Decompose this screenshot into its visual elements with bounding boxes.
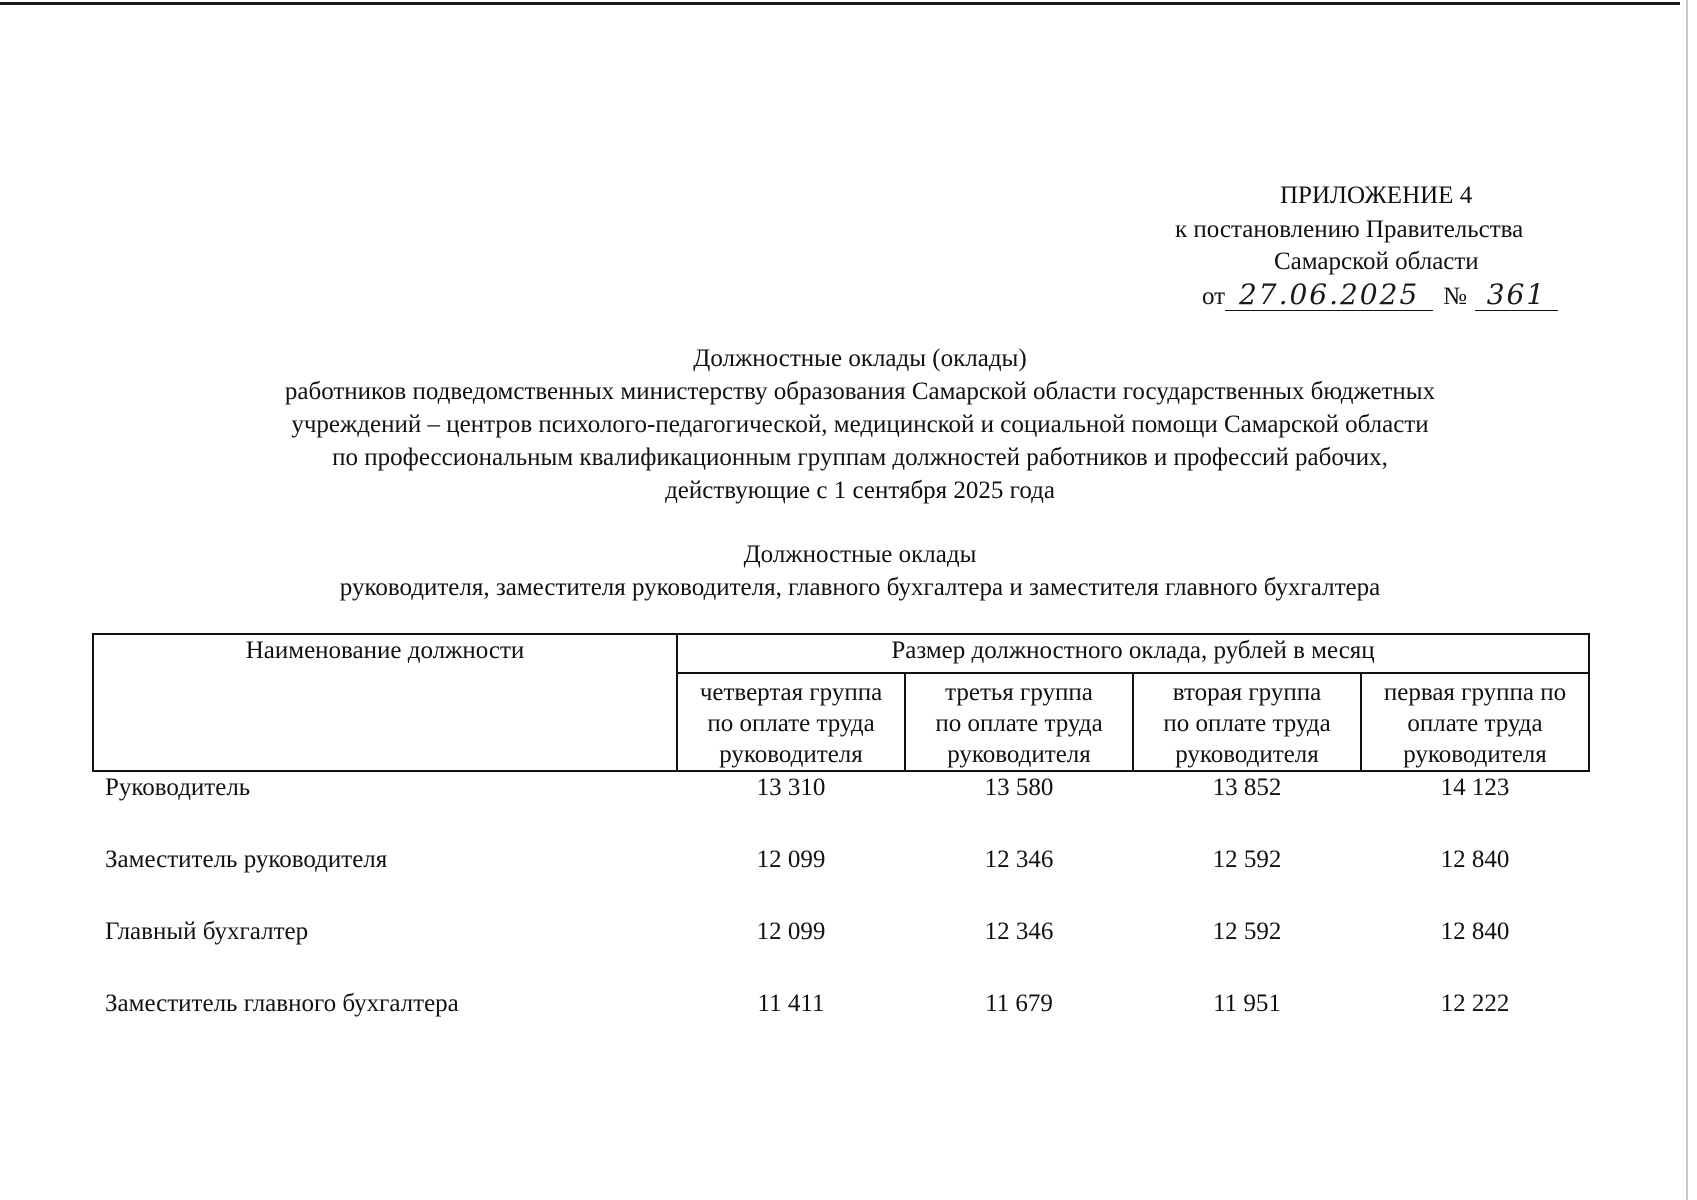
group-header-line: по оплате труда bbox=[707, 710, 875, 737]
top-border-line bbox=[0, 2, 1680, 5]
salary-value: 12 840 bbox=[1440, 918, 1510, 945]
decree-date-handwritten: 27.06.2025 bbox=[1225, 280, 1433, 311]
position-name: Главный бухгалтер bbox=[105, 918, 309, 945]
salary-table bbox=[92, 633, 1590, 1060]
group-3-header bbox=[905, 673, 1133, 771]
group-header-line: руководителя bbox=[719, 741, 863, 768]
group-header-line: по оплате труда bbox=[1163, 710, 1331, 737]
salary-value: 12 592 bbox=[1212, 846, 1282, 873]
salary-value: 12 840 bbox=[1440, 846, 1510, 873]
group-header-line: по оплате труда bbox=[935, 710, 1103, 737]
salary-value: 11 679 bbox=[985, 990, 1053, 1017]
salary-value: 12 099 bbox=[756, 846, 826, 873]
position-name: Заместитель руководителя bbox=[105, 846, 388, 873]
table-row bbox=[93, 771, 1589, 844]
group-header-line: руководителя bbox=[947, 741, 1091, 768]
group-2-header bbox=[1133, 673, 1361, 771]
section-subtitle bbox=[0, 538, 1697, 604]
group-header-line: руководителя bbox=[1175, 741, 1319, 768]
salary-value: 12 222 bbox=[1440, 990, 1510, 1017]
salary-value: 13 580 bbox=[984, 774, 1054, 801]
group-header-line: руководителя bbox=[1403, 741, 1547, 768]
title-line: учреждений – центров психолого-педагогической, медицинской и социальной помощи Самарской области bbox=[291, 411, 1429, 438]
position-name: Руководитель bbox=[105, 774, 251, 801]
subtitle-line: Должностные оклады bbox=[743, 541, 977, 568]
date-prefix: от bbox=[1202, 283, 1226, 310]
decree-number-handwritten: 361 bbox=[1475, 280, 1558, 311]
table-row bbox=[93, 988, 1589, 1060]
salary-value: 11 951 bbox=[1213, 990, 1281, 1017]
salary-value: 12 592 bbox=[1212, 918, 1282, 945]
number-sign: № bbox=[1443, 283, 1467, 310]
group-header-line: вторая группа bbox=[1172, 679, 1322, 706]
subtitle-line: руководителя, заместителя руководителя, главного бухгалтера и заместителя главного бухгалтера bbox=[339, 574, 1381, 601]
position-name-header: Наименование должности bbox=[93, 634, 677, 771]
title-line: Должностные оклады (оклады) bbox=[693, 345, 1027, 372]
table-row bbox=[93, 844, 1589, 916]
group-header-line: четвертая группа bbox=[699, 679, 883, 706]
salary-value: 13 310 bbox=[756, 774, 826, 801]
title-line: действующие с 1 сентября 2025 года bbox=[665, 477, 1055, 504]
table-row bbox=[93, 916, 1589, 988]
salary-size-header: Размер должностного оклада, рублей в месяц bbox=[677, 634, 1589, 673]
title-line: работников подведомственных министерству образования Самарской области государственных бюджетных bbox=[284, 378, 1436, 405]
group-header-line: оплате труда bbox=[1407, 710, 1543, 737]
region-name: Самарской области bbox=[1274, 248, 1479, 275]
group-1-header bbox=[1361, 673, 1589, 771]
position-name: Заместитель главного бухгалтера bbox=[105, 990, 459, 1017]
salary-value: 14 123 bbox=[1440, 774, 1510, 801]
group-header-line: первая группа по bbox=[1383, 679, 1567, 706]
salary-value: 11 411 bbox=[757, 990, 825, 1017]
document-title bbox=[0, 342, 1697, 507]
decree-date-number-line bbox=[1202, 280, 1558, 313]
salary-value: 12 346 bbox=[984, 846, 1054, 873]
group-header-line: третья группа bbox=[945, 679, 1093, 706]
title-line: по профессиональным квалификационным группам должностей работников и профессий рабочих, bbox=[332, 444, 1388, 471]
group-4-header bbox=[677, 673, 905, 771]
decree-reference: к постановлению Правительства bbox=[1175, 216, 1524, 243]
salary-value: 13 852 bbox=[1212, 774, 1282, 801]
salary-value: 12 099 bbox=[756, 918, 826, 945]
salary-value: 12 346 bbox=[984, 918, 1054, 945]
appendix-label: ПРИЛОЖЕНИЕ 4 bbox=[1280, 182, 1473, 209]
